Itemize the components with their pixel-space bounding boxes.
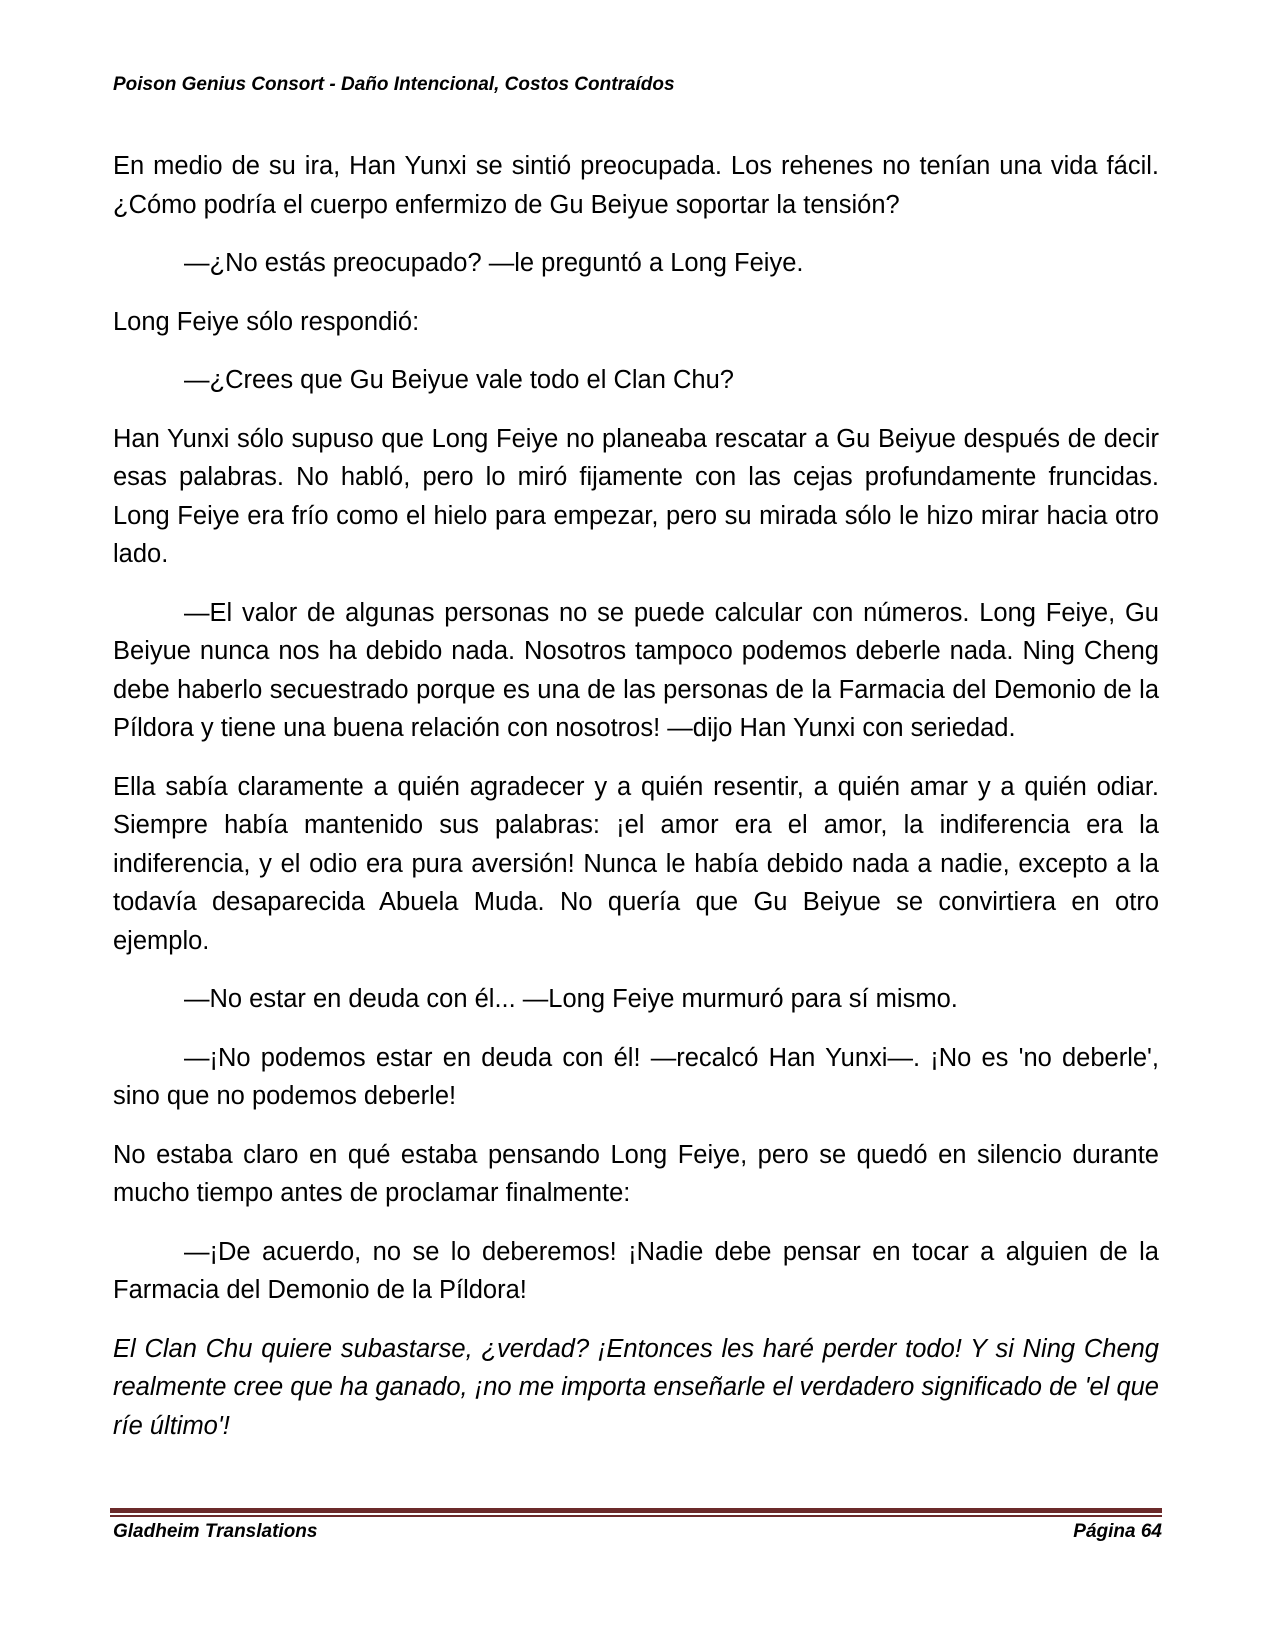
dialogue-paragraph: —¿No estás preocupado? —le preguntó a Long Feiye.: [184, 249, 804, 277]
paragraph: Long Feiye sólo respondió:: [113, 307, 420, 336]
footer-translator-name: Gladheim Translations: [113, 1521, 318, 1542]
paragraph: Ella sabía claramente a quién agradecer y a quién resentir, a quién amar y a quién odiar. Siempre había mantenido sus palabras: ¡el amor era el amor, la indiferencia era la indiferencia, y el odio era pura aversión! Nunca le había debido nada a nadie, excepto a la todavía desaparecida Abuela Muda. No quería que Gu Beiyue se convirtiera en otro ejemplo.: [113, 772, 1159, 955]
footer-divider-thin-line: [110, 1515, 1162, 1517]
dialogue-paragraph: —¿Crees que Gu Beiyue vale todo el Clan Chu?: [184, 366, 734, 394]
paragraph: Han Yunxi sólo supuso que Long Feiye no planeaba rescatar a Gu Beiyue después de decir esas palabras. No habló, pero lo miró fijamente con las cejas profundamente fruncidas. Long Feiye era frío como el hielo para empezar, pero su mirada sólo le hizo mirar hacia otro lado.: [113, 424, 1159, 568]
paragraph: En medio de su ira, Han Yunxi se sintió preocupada. Los rehenes no tenían una vida fácil. ¿Cómo podría el cuerpo enfermizo de Gu Beiyue soportar la tensión?: [113, 152, 1159, 219]
inner-thought-paragraph: El Clan Chu quiere subastarse, ¿verdad? ¡Entonces les haré perder todo! Y si Ning Cheng realmente cree que ha ganado, ¡no me importa enseñarle el verdadero significado de 'el que ríe último'!: [113, 1334, 1159, 1440]
running-header: Poison Genius Consort - Daño Intencional, Costos Contraídos: [113, 74, 675, 95]
dialogue-paragraph: —¡De acuerdo, no se lo deberemos! ¡Nadie debe pensar en tocar a alguien de la Farmacia del Demonio de la Píldora!: [113, 1237, 1159, 1304]
dialogue-paragraph: —No estar en deuda con él... —Long Feiye murmuró para sí mismo.: [184, 985, 958, 1013]
paragraph: No estaba claro en qué estaba pensando Long Feiye, pero se quedó en silencio durante mucho tiempo antes de proclamar finalmente:: [113, 1140, 1159, 1207]
footer-divider-thick-line: [110, 1508, 1162, 1513]
footer-divider: [110, 1508, 1162, 1517]
dialogue-paragraph: —¡No podemos estar en deuda con él! —recalcó Han Yunxi—. ¡No es 'no deberle', sino que no podemos deberle!: [113, 1043, 1159, 1110]
body-text: [113, 147, 1159, 1445]
dialogue-paragraph: —El valor de algunas personas no se puede calcular con números. Long Feiye, Gu Beiyue nunca nos ha debido nada. Nosotros tampoco podemos deberle nada. Ning Cheng debe haberlo secuestrado porque es una de las personas de la Farmacia del Demonio de la Píldora y tiene una buena relación con nosotros! —dijo Han Yunxi con seriedad.: [113, 598, 1159, 742]
footer-page-number: Página 64: [1073, 1521, 1162, 1542]
